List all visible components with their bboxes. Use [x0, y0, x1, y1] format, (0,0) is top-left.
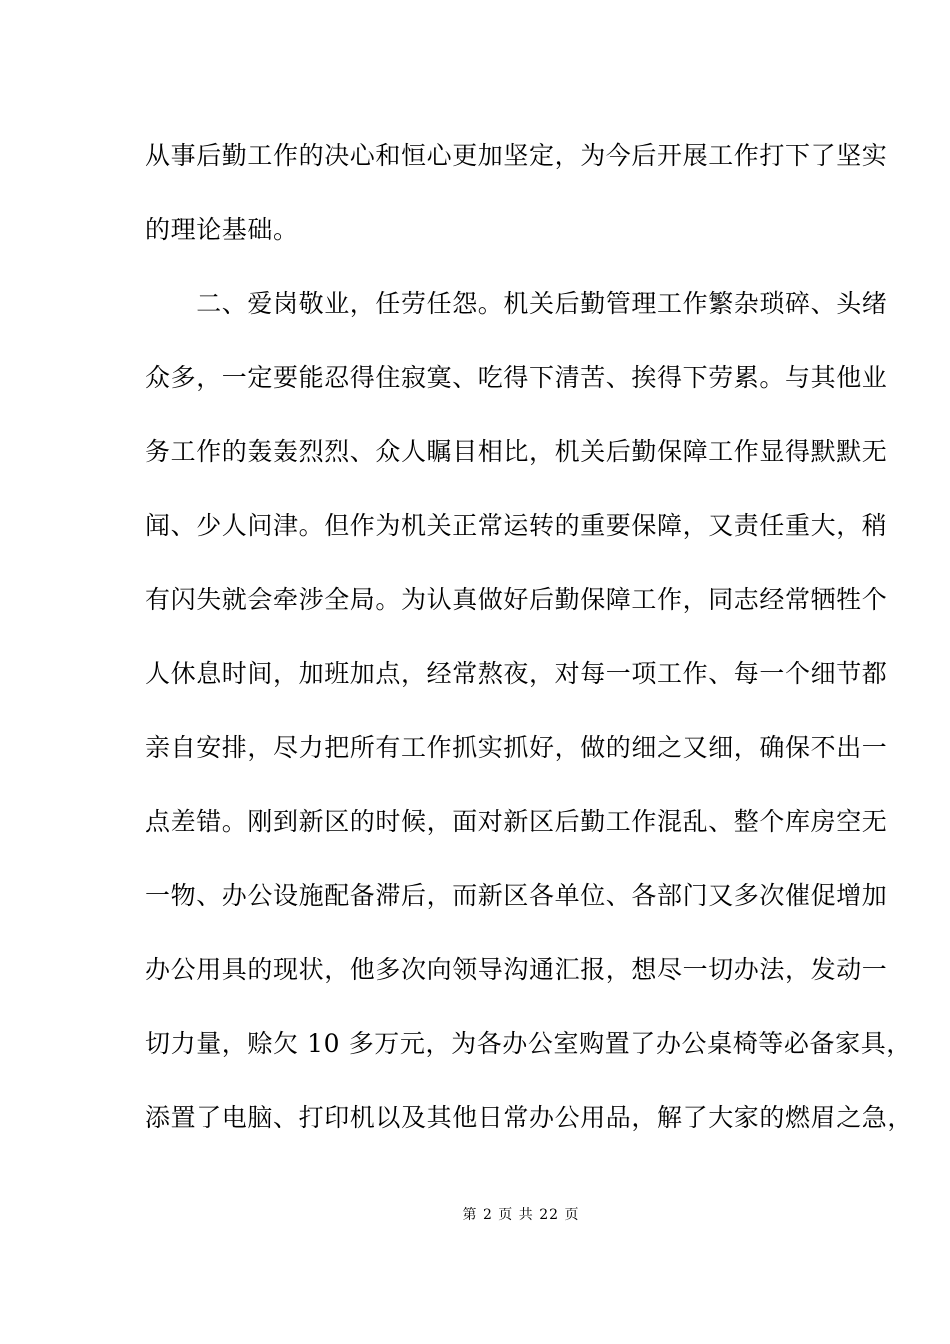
- text-line: 闻、少人问津。但作为机关正常运转的重要保障，又责任重大，稍: [145, 511, 888, 540]
- text-line: 办公用具的现状，他多次向领导沟通汇报，想尽一切办法，发动一: [145, 955, 888, 984]
- text-line: 一物、办公设施配备滞后，而新区各单位、各部门又多次催促增加: [145, 881, 888, 910]
- text-line: 务工作的轰轰烈烈、众人瞩目相比，机关后勤保障工作显得默默无: [145, 437, 888, 466]
- text-line: 从事后勤工作的决心和恒心更加坚定，为今后开展工作打下了坚实: [145, 141, 888, 170]
- page-number-footer: 第 2 页 共 22 页: [462, 1207, 580, 1223]
- text-line: 众多，一定要能忍得住寂寞、吃得下清苦、挨得下劳累。与其他业: [145, 363, 888, 392]
- text-line: 二、爱岗敬业，任劳任怨。机关后勤管理工作繁杂琐碎、头绪: [145, 289, 888, 318]
- text-line: 的理论基础。: [145, 215, 299, 244]
- text-line: 切力量，赊欠 10 多万元，为各办公室购置了办公桌椅等必备家具，: [145, 1029, 912, 1058]
- text-line: 添置了电脑、打印机以及其他日常办公用品，解了大家的燃眉之急，: [145, 1103, 914, 1132]
- text-line: 点差错。刚到新区的时候，面对新区后勤工作混乱、整个库房空无: [145, 807, 888, 836]
- text-line: 亲自安排，尽力把所有工作抓实抓好，做的细之又细，确保不出一: [145, 733, 888, 762]
- text-line: 有闪失就会牵涉全局。为认真做好后勤保障工作，同志经常牺牲个: [145, 585, 888, 614]
- text-line: 人休息时间，加班加点，经常熬夜，对每一项工作、每一个细节都: [145, 659, 888, 688]
